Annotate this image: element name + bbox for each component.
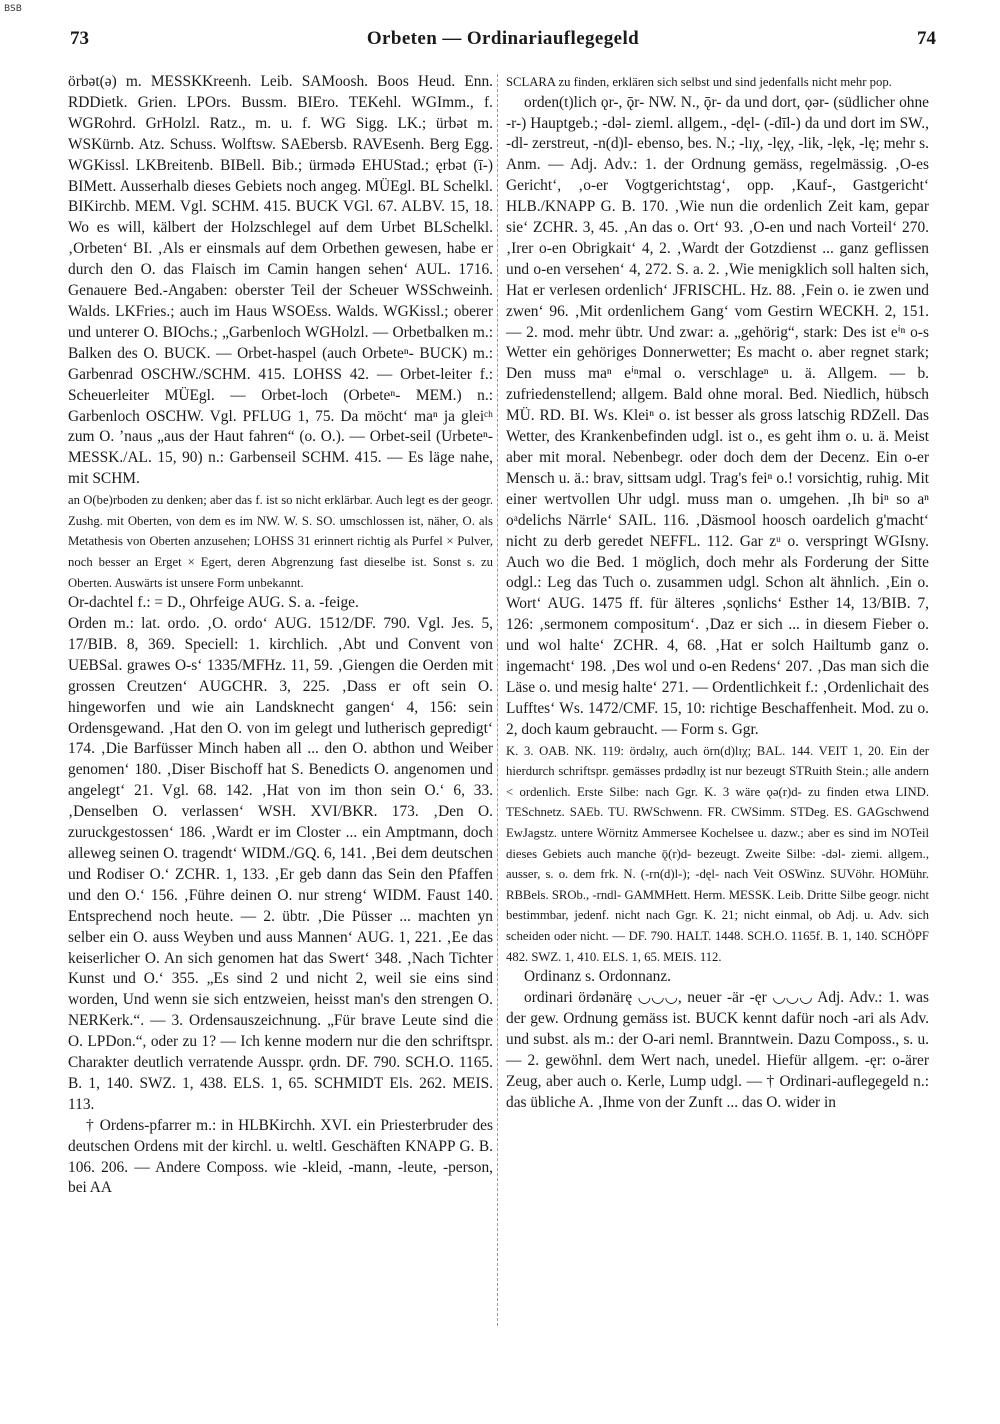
note-ordentlich: K. 3. OAB. NK. 119: ördəlɪχ, auch örn(d)lɪχ; BAL. 144. VEIT 1, 20. Ein der hierdurch schriftspr. gemässes prdədlɪχ ist nur bezeugt STRuith Stein.; alle andern < ordenlich. Erste Silbe: nach Ggr. K. 3 wäre ǫə(r)d- zu finden etwa LIND. TESchnetz. SAEb. TU. RWSchwenn. FR. CWSimm. STDeg. ES. GAGschwend EwJagstz. untere Wörnitz Ammersee Kochelsee u. dazw.; aber es sind im NOTeil dieses Gebiets auch manche ǭ(r)d- bezeugt. Zweite Silbe: -dəl- ziemi. allgem., ausser, s. o. dem frk. N. (-rn(d)l-); -dęl- nach Veit OSWinz. SUVöhr. HOMühr. RBBels. SROb., -rndl- GAMMHett. Herm. MESSK. Leib. Dritte Silbe geogr. nicht bestimmbar, jedenf. nicht nach Ggr. K. 21; nicht einmal, ob Adj. u. Adv. sich scheiden oder nicht. — DF. 790. HALT. 1448. SCH.O. 1165f. B. 1, 140. SCHÖPF 482. SWZ. 1, 410. ELS. 1, 65. MEIS. 112. [506, 743, 929, 964]
note-continued: SCLARA zu finden, erklären sich selbst und sind jedenfalls nicht mehr pop. [506, 75, 892, 89]
entry-ordentlich: orden(t)lich ǫr-, ǭr- NW. N., ǭr- da und dort, ǫər- (südlicher ohne -r-) Hauptgeb.; -dəl- zieml. allgem., -dęl- (-dīl-) da und dort im SW., -dl- zerstreut, -n(d)l- ebenso, bes. N.; -lɪχ, -lęχ, -lik, -lęk, -lę; mehr s. Anm. — Adj. Adv.: 1. der Ordnung gemäss, regelmässig. ‚O-es Gericht‘, ‚o-er Vogtgerichtstag‘, opp. ‚Kauf-, Gastgericht‘ HLB./KNAPP G. B. 170. ‚Wie nun die ordenlich Zeit kam, gepar sie‘ ZCHR. 3, 45. ‚An das o. Ort‘ 93. ‚O-en und nach Vorteil‘ 270. ‚Irer o-en Obrigkait‘ 4, 2. ‚Wardt der Gotzdienst ... ganz geflissen und o-en versehen‘ 4, 272. S. a. 2. ‚Wie menigklich soll halten sich, Hat er verlesen ordenlich‘ JFRISCHL. Hz. 88. ‚Fein o. ie zwen und zwen‘ 96. ‚Mit ordenlichem Gang‘ vom Gestirn WECKH. 2, 151. — 2. mod. mehr übtr. Und zwar: a. „gehörig“, stark: Des ist eⁱⁿ o-s Wetter ein gehöriges Donnerwetter; Es macht o. aber regnet stark; Den muss maⁿ eⁱⁿmal o. verschlageⁿ u. ä. Allgem. — b. zufriedenstellend; allgem. Bald ohne moral. Bed. Niedlich, hübsch MÜ. RD. BI. Ws. Kleiⁿ o. ist besser als gross latschig RDZell. Das Wetter, des Krankenbefinden udgl. ist o., es geht ihm o. u. ä. Meist aber mit moral. Nebenbegr. oder doch dem der Decenz. Ein o-er Mensch u. ä.: brav, sittsam udgl. Trag's feiⁿ o.! vorsichtig, ruhig. Mit einer wertvollen Uhr udgl. muss man o. umgehen. ‚Ih biⁿ so aⁿ oᵃdelichs Närrle‘ SAIL. 116. ‚Däsmool hoosch oardelich g'macht‘ nicht zu derb geredet NEFFL. 112. Gar zᵘ o. verspringt WGIsny. Auch wo die Bed. 1 möglich, doch mehr als Forderung der Sitte odgl.: Leg das Tuch o. zusammen udgl. Schon alt ähnlich. ‚Ein o. Wort‘ AUG. 1475 ff. für älteres ‚sǫnlichs‘ Esther 14, 13/BIB. 7, 126: ‚sermonem compositum‘. ‚Daz er sich ... in diesem Fieber o. und wol halte‘ ZCHR. 4, 68. ‚Hat er solch Hailtumb ganz o. ingemacht‘ 198. ‚Des wol und o-en Redens‘ 207. ‚Das man sich die Läse o. und mesig halte‘ 271. — Ordentlichkeit f.: ‚Ordenlichait des Lufftes‘ Ws. 1472/CMF. 15, 10: richtige Beschaffenheit. Mod. zu o. 2, doch kaum gebraucht. — Form s. Ggr. [506, 93, 929, 738]
page-header [70, 28, 936, 58]
entry-ordens-pfarrer: † Ordens-pfarrer m.: in HLBKirchh. XVI. ein Priesterbruder des deutschen Ordens mit der kirchl. u. weltl. Geschäften KNAPP G. B. 106. 206. — Andere Composs. wie -kleid, -mann, -leute, -person, bei AA [68, 1116, 493, 1197]
right-column [506, 72, 929, 1114]
page-number-right: 74 [917, 28, 936, 49]
running-title: Orbeten — Ordinariauflegegeld [366, 28, 640, 49]
left-column [68, 72, 493, 1199]
entry-ordinari: ordinari ördənärę ◡◡◡, neuer -är -ęr ◡◡◡ Adj. Adv.: 1. was der gew. Ordnung gemäss ist. BUCK kennt dafür noch -ari als Adv. und subst. als m.: der O-ari neml. Branntwein. Dazu Composs., s. u. — 2. gewöhnl. dem Wert nach, unedel. Hiefür allgem. -ęr: o-ärer Zeug, aber auch o. Kerle, Lump udgl. — † Ordinari-auflegegeld n.: das übliche A. ‚Ihme von der Zunft ... das O. wider in [506, 989, 929, 1111]
entry-ordinanz: Ordinanz s. Ordonnanz. [524, 968, 672, 986]
entry-orden: Orden m.: lat. ordo. ‚O. ordo‘ AUG. 1512/DF. 790. Vgl. Jes. 5, 17/BIB. 8, 369. Speciell: 1. kirchlich. ‚Abt und Convent von UEBSal. grawes O-s‘ 1335/MFHz. 11, 59. ‚Giengen die Oerden mit grossen Creutzen‘ AUGCHR. 3, 225. ‚Dass er oft sein O. hingeworfen und wie ain Landsknecht gangen‘ 4, 156: sein Ordensgewand. ‚Hat den O. von im gelegt und lutherisch gepredigt‘ 174. ‚Die Barfüsser Minch haben all ... den O. abthon und Weiber genomen‘ 180. ‚Diser Bischoff hat S. Benedicts O. angenomen und angelegt‘ 21. Vgl. 68. 142. ‚Hat von im thon sein O.‘ 6, 33. ‚Denselben O. verlassen‘ WSH. XVI/BKR. 173. ‚Den O. zuruckgestossen‘ 186. ‚Wardt er im Closter ... ein Amptmann, doch alleweg seinen O. tragendt‘ WIDM./GQ. 6, 141. ‚Bei dem deutschen und Rodiser O.‘ ZCHR. 1, 133. ‚Er geb dann das Sein den Pfaffen und den O.‘ 156. ‚Führe deinen O. nur streng‘ WIDM. Faust 140. Entsprechend noch heute. — 2. übtr. ‚Die Püsser ... machten yn selber ein O. auss Weyben und auss Mannen‘ AUG. 1, 221. ‚Ee das keiserlicher O. An sich genomen hat das Swert‘ 348. ‚Nach Tichter Kunst und O.‘ 355. „Es sind 2 und nicht 2, weil sie eins sind worden, Und wenn sie sich entzweien, heisst man's den strengen O. NERKerk.“. — 3. Ordensauszeichnung. „Für brave Leute sind die O. LPDon.“, oder zu 1? — Ich kenne modern nur die den schriftspr. Charakter deutlich verratende Ausspr. ǫrdn. DF. 790. SCH.O. 1165. B. 1, 140. SWZ. 1, 438. ELS. 1, 65. SCHMIDT Els. 262. MEIS. 113. [68, 615, 493, 1113]
entry-or-dachtel: Or-dachtel f.: = D., Ohrfeige AUG. S. a. -feige. [68, 594, 359, 612]
column-divider [497, 74, 498, 1326]
page-number-left: 73 [70, 28, 89, 49]
note-orbet: an O(be)rboden zu denken; aber das f. ist so nicht erklärbar. Auch legt es der geogr. Zushg. mit Oberten, von dem es im NW. W. S. SO. umschlossen ist, näher, O. als Metathesis von Oberten anzusehen; LOHSS 31 erinnert richtig als Purfel × Pulver, noch besser an Erget × Egert, deren Abgrenzung fast dieselbe ist. Sonst s. zu Oberten. Auswärts ist unsere Form unbekannt. [68, 493, 493, 590]
library-stamp: BSB [4, 4, 22, 14]
entry-orbet: örbət(ə) m. MESSKKreenh. Leib. SAMoosh. Boos Heud. Enn. RDDietk. Grien. LPOrs. Bussm. BIEro. TEKehl. WGImm., f. WGRohrd. GrHolzl. Ratz., m. u. f. WG Sigg. LK.; ürbət m. WSKürnb. Atz. Schuss. Wolftsw. SAEbersb. RAVEsenh. Berg Egg. WGKissl. LKBreitenb. BIBell. Bib.; ürmədə EHUStad.; ęrbət (ī-) BIMett. Ausserhalb dieses Gebiets noch angeg. MÜEgl. BL Schelkl. BIKirchb. MEM. Vgl. SCHM. 415. BUCK VGl. 67. ALBV. 15, 18. Wo es will, kälbert der Holzschlegel auf dem Urbet BLSchelkl. ‚Orbeten‘ BI. ‚Als er einsmals auf dem Orbethen gewesen, habe er durch den O. das Flaisch im Camin hangen sehen‘ AUL. 1716. Genauere Bed.-Angaben: oberster Teil der Scheuer WSSchweinh. Walds. LKFries.; auch im Haus WSOEss. Walds. WGKissl.; oberer und unterer O. BIOchs.; „Garbenloch WGHolzl. — Orbetbalken m.: Balken des O. BUCK. — Orbet-haspel (auch Orbeteⁿ- BUCK) m.: Garbenrad OSCHW./SCHM. 415. LOHSS 42. — Orbet-leiter f.: Scheuerleiter MÜEgl. — Orbet-loch (Orbeteⁿ- MEM.) n.: Garbenloch OSCHW. Vgl. PFLUG 1, 75. Da möcht‘ maⁿ ja gleiᶜʰ zum O. ’naus „aus der Haut fahren“ (o. O.). — Orbet-seil (Urbeteⁿ- MESSK./AL. 15, 90) n.: Garbenseil SCHM. 415. — Es läge nahe, mit SCHM. [68, 73, 493, 488]
